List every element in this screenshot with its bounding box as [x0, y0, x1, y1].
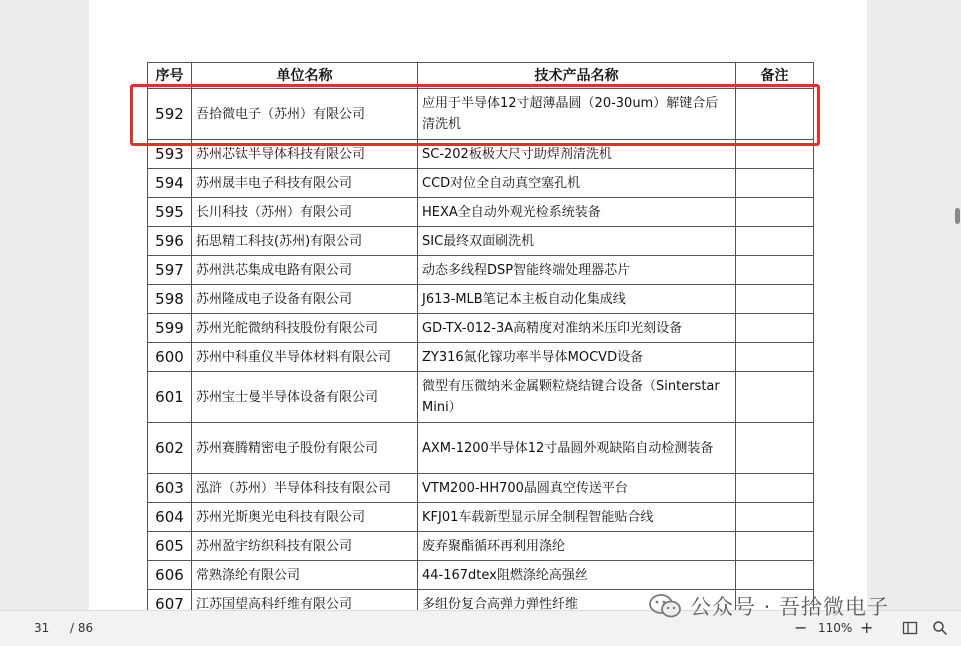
row-seq: 593	[148, 140, 192, 169]
row-unit: 苏州洪芯集成电路有限公司	[192, 256, 418, 285]
row-note	[736, 423, 814, 474]
row-unit: 江苏国望高科纤维有限公司	[192, 590, 418, 611]
row-unit: 吾拾微电子（苏州）有限公司	[192, 89, 418, 140]
row-note	[736, 372, 814, 423]
row-note	[736, 474, 814, 503]
table-row	[148, 256, 814, 285]
row-seq: 592	[148, 89, 192, 140]
table-row	[148, 474, 814, 503]
row-product: ZY316氮化镓功率半导体MOCVD设备	[418, 343, 736, 372]
row-note	[736, 169, 814, 198]
row-seq: 600	[148, 343, 192, 372]
row-product: 应用于半导体12寸超薄晶圆（20-30um）解键合后清洗机	[418, 89, 736, 140]
header-seq: 序号	[148, 63, 192, 89]
row-note	[736, 285, 814, 314]
row-note	[736, 227, 814, 256]
header-unit-name: 单位名称	[192, 63, 418, 89]
row-note	[736, 503, 814, 532]
row-product: VTM200-HH700晶圆真空传送平台	[418, 474, 736, 503]
row-unit: 苏州宝士曼半导体设备有限公司	[192, 372, 418, 423]
row-note	[736, 256, 814, 285]
vertical-scrollbar-thumb[interactable]	[955, 208, 960, 224]
sidebar-toggle-icon[interactable]	[902, 620, 918, 636]
header-note: 备注	[736, 63, 814, 89]
row-seq: 598	[148, 285, 192, 314]
row-seq: 607	[148, 590, 192, 611]
row-product: 动态多线程DSP智能终端处理器芯片	[418, 256, 736, 285]
wechat-icon	[648, 593, 682, 619]
row-product: J613-MLB笔记本主板自动化集成线	[418, 285, 736, 314]
zoom-level[interactable]: 110%	[818, 621, 853, 635]
row-seq: 594	[148, 169, 192, 198]
row-seq: 601	[148, 372, 192, 423]
row-seq: 595	[148, 198, 192, 227]
row-note	[736, 561, 814, 590]
search-icon[interactable]	[932, 620, 948, 636]
row-unit: 常熟涤纶有限公司	[192, 561, 418, 590]
row-note	[736, 198, 814, 227]
row-seq: 603	[148, 474, 192, 503]
row-note	[736, 343, 814, 372]
row-product: 微型有压微纳米金属颗粒烧结键合设备（Sinterstar Mini）	[418, 372, 736, 423]
row-unit: 苏州芯钛半导体科技有限公司	[192, 140, 418, 169]
row-unit: 拓思精工科技(苏州)有限公司	[192, 227, 418, 256]
row-unit: 苏州盈宇纺织科技有限公司	[192, 532, 418, 561]
row-seq: 606	[148, 561, 192, 590]
row-unit: 苏州光斯奥光电科技有限公司	[192, 503, 418, 532]
table-row	[148, 423, 814, 474]
row-seq: 605	[148, 532, 192, 561]
row-unit: 苏州中科重仪半导体材料有限公司	[192, 343, 418, 372]
table-row	[148, 503, 814, 532]
row-unit: 苏州隆成电子设备有限公司	[192, 285, 418, 314]
row-unit: 苏州光舵微纳科技股份有限公司	[192, 314, 418, 343]
table-row	[148, 198, 814, 227]
row-product: SIC最终双面刷洗机	[418, 227, 736, 256]
row-product: 废弃聚酯循环再利用涤纶	[418, 532, 736, 561]
row-seq: 604	[148, 503, 192, 532]
zoom-in-button[interactable]: +	[860, 618, 874, 637]
row-product: HEXA全自动外观光检系统装备	[418, 198, 736, 227]
row-product: 多组份复合高弹力弹性纤维	[418, 590, 736, 611]
highlight-box	[130, 84, 820, 146]
row-product: AXM-1200半导体12寸晶圆外观缺陷自动检测装备	[418, 423, 736, 474]
watermark-text: 公众号 · 吾拾微电子	[690, 595, 890, 619]
row-unit: 苏州晟丰电子科技有限公司	[192, 169, 418, 198]
table-row	[148, 169, 814, 198]
wechat-watermark	[648, 590, 889, 622]
row-product: 44-167dtex阻燃涤纶高强丝	[418, 561, 736, 590]
row-seq: 596	[148, 227, 192, 256]
zoom-out-button[interactable]: −	[794, 618, 808, 637]
table-row	[148, 372, 814, 423]
table-row	[148, 314, 814, 343]
row-product: CCD对位全自动真空塞孔机	[418, 169, 736, 198]
table-row	[148, 227, 814, 256]
table-row	[148, 285, 814, 314]
table-row	[148, 561, 814, 590]
table-row	[148, 532, 814, 561]
row-note	[736, 314, 814, 343]
row-unit: 苏州赛腾精密电子股份有限公司	[192, 423, 418, 474]
header-product-name: 技术产品名称	[418, 63, 736, 89]
row-product: GD-TX-012-3A高精度对准纳米压印光刻设备	[418, 314, 736, 343]
row-unit: 长川科技（苏州）有限公司	[192, 198, 418, 227]
total-pages: / 86	[70, 621, 94, 635]
row-seq: 597	[148, 256, 192, 285]
table-row	[148, 343, 814, 372]
row-seq: 599	[148, 314, 192, 343]
row-note	[736, 532, 814, 561]
row-product: KFJ01车载新型显示屏全制程智能贴合线	[418, 503, 736, 532]
row-unit: 泓浒（苏州）半导体科技有限公司	[192, 474, 418, 503]
current-page-input[interactable]: 31	[34, 621, 50, 635]
row-seq: 602	[148, 423, 192, 474]
row-product: SC-202板极大尺寸助焊剂清洗机	[418, 140, 736, 169]
